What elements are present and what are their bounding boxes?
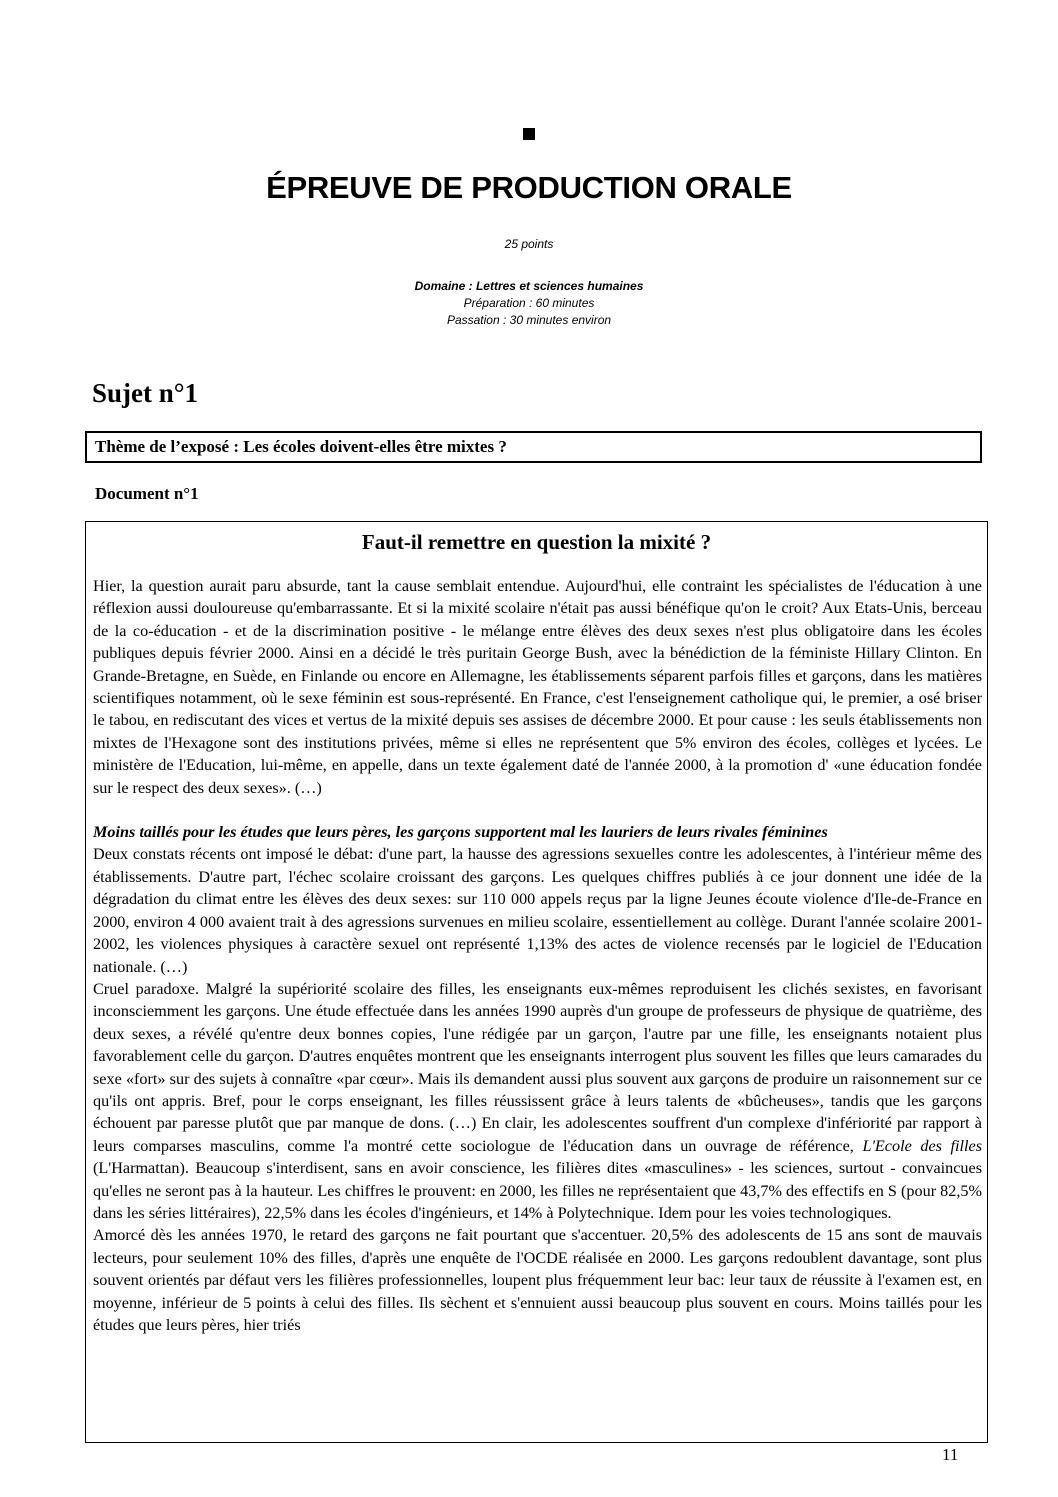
section-subheading: Moins taillés pour les études que leurs pères, les garçons supportent mal les lauriers de leurs rivales féminines — [93, 823, 828, 842]
theme-box — [85, 431, 982, 463]
preparation-label: Préparation : 60 minutes — [463, 296, 595, 310]
document-box — [85, 521, 988, 1443]
paragraph-intro: Hier, la question aurait paru absurde, tant la cause semblait entendue. Aujourd'hui, elle contraint les spécialistes de l'éducation à une réflexion aussi douloureuse qu'embarrassante. Et si la mixité scolaire n'était pas aussi bénéfique qu'on le croit? Aux Etats-Unis, berceau de la co-éducation - et de la discrimination positive - le mélange entre élèves des deux sexes n'est plus obligatoire dans les écoles publiques depuis février 2000. Ainsi en a décidé le très puritain George Bush, avec la bénédiction de la féministe Hillary Clinton. En Grande-Bretagne, en Suède, en Finlande ou encore en Allemagne, les établissements séparent parfois filles et garçons, dans les matières scientifiques notamment, où le sexe féminin est sous-représenté. En France, c'est l'enseignement catholique qui, le premier, a osé briser le tabou, en rediscutant des vices et vertus de la mixité depuis ses assises de décembre 2000. Et pour cause : les seuls établissements non mixtes de l'Hexagone sont des institutions privées, même si elles ne représentent que 5% environ des écoles, collèges et lycées. Le ministère de l'Education, lui-même, en appelle, dans un texte également daté de l'année 2000, à la promotion d' «une éducation fondée sur le respect des deux sexes». (…) — [93, 577, 982, 797]
paragraph-paradoxe — [93, 978, 982, 1224]
points-label: 25 points — [504, 237, 554, 251]
paragraph-paradoxe-text: Cruel paradoxe. Malgré la supériorité scolaire des filles, les enseignants eux-mêmes reproduisent les clichés sexistes, en favorisant inconsciemment les garçons. Une étude effectuée dans les années 1990 auprès d'un groupe de professeurs de physique de quatrième, des deux sexes, a révélé qu'entre deux bonnes copies, l'une rédigée par un garçon, l'autre par une fille, les enseignants notaient plus favorablement celle du garçon. D'autres enquêtes montrent que les enseignants interrogent plus souvent les filles que leurs camarades du sexe «fort» sur des sujets à connaître «par cœur». Mais ils demandent aussi plus souvent aux garçons de produire un raisonnement sur ce qu'ils ont appris. Bref, pour le corps enseignant, les filles réussissent grâce à leurs talents de «bûcheuses», tandis que les garçons échouent par paresse plutôt que par manque de dons. (…) En clair, les adolescentes souffrent d'un complexe d'infériorité par rapport à leurs comparses masculins, comme l'a montré cette sociologue de l'éducation dans un ouvrage de référence, — [93, 979, 982, 1155]
paragraph-paradoxe-end: (L'Harmattan). Beaucoup s'interdisent, sans en avoir conscience, les filières dites «masculines» - les sciences, surtout - convaincues qu'elles ne seront pas à la hauteur. Les chiffres le prouvent: en 2000, les filles ne représentaient que 43,7% des effectifs en S (pour 82,5% dans les séries littéraires), 22,5% dans les écoles d'ingénieurs, et 14% à Polytechnique. Idem pour les voies technologiques. — [93, 1159, 982, 1222]
exam-meta — [0, 278, 1058, 329]
passation-label: Passation : 30 minutes environ — [446, 313, 612, 327]
paragraph-constats: Deux constats récents ont imposé le débat: d'une part, la hausse des agressions sexuelles contre les adolescentes, à l'intérieur même des établissements. D'autre part, l'échec scolaire croissant des garçons. Les quelques chiffres publiés à ce jour donnent une idée de la dégradation du climat entre les élèves des deux sexes: sur 110 000 appels reçus par la ligne Jeunes écoute violence d'Ile-de-France en 2000, environ 4 000 avaient trait à des agressions survenues en milieu scolaire, essentiellement au collège. Durant l'année scolaire 2001-2002, les violences physiques à caractère sexuel ont représenté 1,13% des actes de violence recensés par le logiciel de l'Education nationale. (…) — [93, 845, 982, 976]
theme-text: Thème de l’exposé : Les écoles doivent-elles être mixtes ? — [95, 437, 507, 456]
paragraph-retard: Amorcé dès les années 1970, le retard des garçons ne fait pourtant que s'accentuer. 20,5% des adolescents de 15 ans sont de mauvais lecteurs, pour seulement 10% des filles, d'après une enquête de l'OCDE réalisée en 2000. Les garçons redoublent davantage, sont plus souvent orientés par défaut vers les filières professionnelles, loupent plus fréquemment leur bac: leur taux de réussite à l'examen est, en moyenne, inférieur de 5 points à celui des filles. Ils sèchent et s'ennuient aussi beaucoup plus souvent en cours. Moins taillés pour les études que leurs pères, hier triés — [93, 1226, 982, 1334]
document-label: Document n°1 — [95, 484, 199, 503]
book-title: L'Ecole des filles — [862, 1136, 982, 1155]
page-number: 11 — [942, 1445, 959, 1464]
domain-label: Domaine : Lettres et sciences humaines — [414, 279, 644, 293]
document-title: Faut-il remettre en question la mixité ? — [361, 530, 712, 554]
document-body — [93, 575, 982, 1336]
square-bullet-icon — [523, 128, 535, 140]
subject-title: Sujet n°1 — [92, 378, 199, 408]
page-title: ÉPREUVE DE PRODUCTION ORALE — [266, 170, 792, 205]
